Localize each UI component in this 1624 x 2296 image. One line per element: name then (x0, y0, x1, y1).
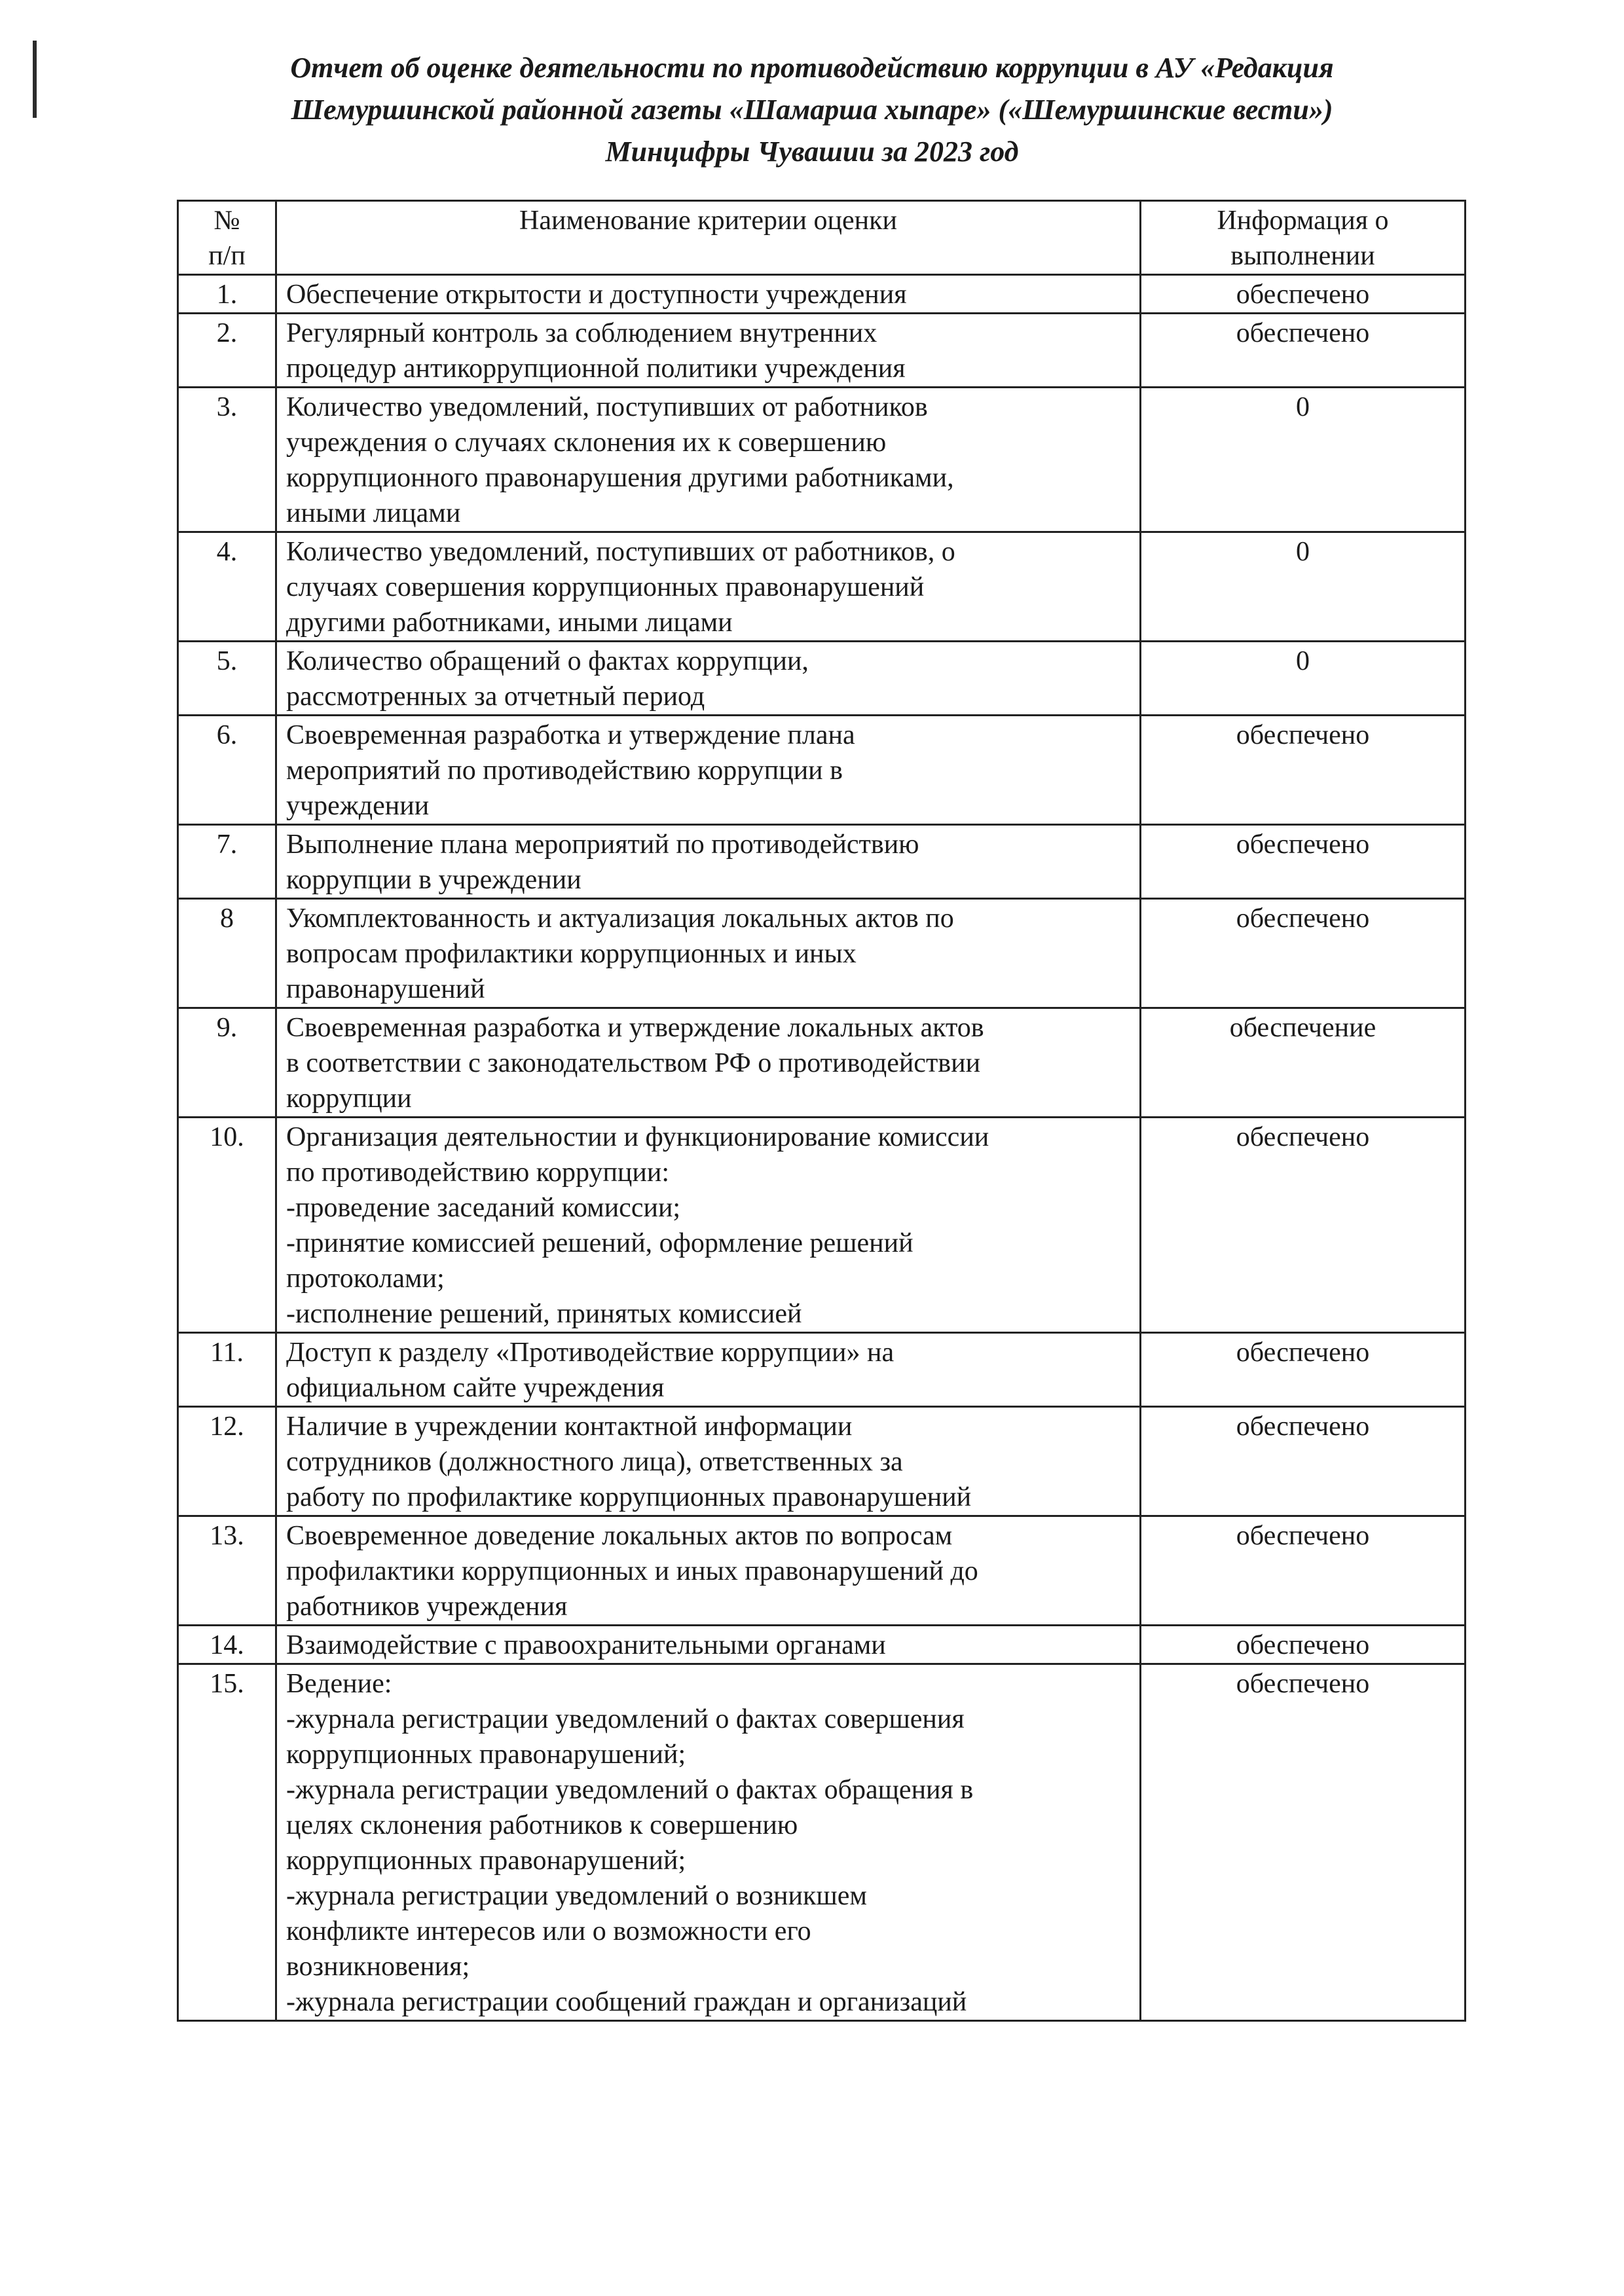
row-number: 3. (178, 388, 276, 532)
criteria-line: -журнала регистрации сообщений граждан и организаций (286, 1987, 967, 2017)
table-header-row (178, 201, 1466, 275)
execution-status: 0 (1141, 532, 1466, 642)
row-number: 7. (178, 825, 276, 899)
criteria-line: Своевременная разработка и утверждение локальных актов (286, 1013, 984, 1043)
criteria-line: вопросам профилактики коррупционных и иных (286, 939, 857, 969)
criteria-line: конфликте интересов или о возможности его (286, 1916, 811, 1946)
criteria-name (276, 275, 1141, 314)
row-number: 11. (178, 1333, 276, 1407)
criteria-line: Наличие в учреждении контактной информации (286, 1412, 853, 1442)
criteria-line: коррупции в учреждении (286, 865, 581, 895)
row-number: 15. (178, 1664, 276, 2021)
table-row (178, 642, 1466, 716)
criteria-table (177, 200, 1466, 2022)
execution-status: обеспечено (1141, 716, 1466, 825)
criteria-line: другими работниками, иными лицами (286, 608, 733, 638)
execution-status: обеспечено (1141, 1118, 1466, 1333)
criteria-name (276, 1118, 1141, 1333)
execution-status: обеспечено (1141, 1664, 1466, 2021)
row-number: 1. (178, 275, 276, 314)
criteria-line: по противодействию коррупции: (286, 1157, 670, 1188)
table-row (178, 716, 1466, 825)
criteria-line: иными лицами (286, 498, 461, 528)
row-number: 8 (178, 899, 276, 1008)
criteria-line: мероприятий по противодействию коррупции в (286, 756, 843, 786)
criteria-name (276, 388, 1141, 532)
criteria-line: Регулярный контроль за соблюдением внутренних (286, 318, 877, 348)
criteria-line: Ведение: (286, 1669, 392, 1699)
criteria-name (276, 1333, 1141, 1407)
criteria-line: профилактики коррупционных и иных правонарушений до (286, 1556, 978, 1586)
criteria-line: Организация деятельностии и функционирование комиссии (286, 1122, 989, 1152)
table-row (178, 314, 1466, 388)
criteria-name (276, 1407, 1141, 1516)
row-number: 4. (178, 532, 276, 642)
criteria-line: коррупционных правонарушений; (286, 1740, 686, 1770)
execution-status: обеспечение (1141, 1008, 1466, 1118)
table-row (178, 532, 1466, 642)
criteria-line: коррупционных правонарушений; (286, 1846, 686, 1876)
row-number: 10. (178, 1118, 276, 1333)
criteria-line: -журнала регистрации уведомлений о фактах обращения в (286, 1775, 974, 1805)
criteria-line: учреждении (286, 791, 430, 821)
table-row (178, 388, 1466, 532)
criteria-line: случаях совершения коррупционных правонарушений (286, 572, 925, 602)
row-number: 2. (178, 314, 276, 388)
criteria-name (276, 899, 1141, 1008)
criteria-name (276, 1626, 1141, 1664)
table-row (178, 1664, 1466, 2021)
execution-status: обеспечено (1141, 1516, 1466, 1626)
criteria-line: -проведение заседаний комиссии; (286, 1193, 681, 1223)
criteria-line: правонарушений (286, 974, 485, 1004)
criteria-line: рассмотренных за отчетный период (286, 682, 705, 712)
criteria-line: Количество уведомлений, поступивших от работников (286, 392, 928, 422)
criteria-name (276, 642, 1141, 716)
criteria-name (276, 716, 1141, 825)
criteria-name (276, 1008, 1141, 1118)
criteria-line: Доступ к разделу «Противодействие коррупции» на (286, 1338, 895, 1368)
row-number: 6. (178, 716, 276, 825)
criteria-line: Взаимодействие с правоохранительными органами (286, 1630, 886, 1660)
criteria-line: официальном сайте учреждения (286, 1373, 665, 1403)
execution-status: обеспечено (1141, 1333, 1466, 1407)
execution-status: обеспечено (1141, 899, 1466, 1008)
criteria-line: процедур антикоррупционной политики учреждения (286, 354, 906, 384)
scan-edge-mark (33, 41, 37, 118)
criteria-line: Количество уведомлений, поступивших от работников, о (286, 537, 955, 567)
row-number: 13. (178, 1516, 276, 1626)
header-criteria-name: Наименование критерии оценки (276, 201, 1141, 275)
table-row (178, 1407, 1466, 1516)
criteria-line: Укомплектованность и актуализация локальных актов по (286, 903, 954, 934)
title-line: Минцифры Чувашии за 2023 год (605, 136, 1019, 168)
header-execution-info: Информация о выполнении (1141, 201, 1466, 275)
criteria-line: работников учреждения (286, 1592, 568, 1622)
title-line: Шемуршинской районной газеты «Шамарша хыпаре» («Шемуршинские вести») (291, 94, 1333, 126)
criteria-line: в соответствии с законодательством РФ о противодействии (286, 1048, 981, 1078)
criteria-line: -журнала регистрации уведомлений о возникшем (286, 1881, 867, 1911)
table-row (178, 1118, 1466, 1333)
table-row (178, 1626, 1466, 1664)
execution-status: 0 (1141, 642, 1466, 716)
execution-status: обеспечено (1141, 275, 1466, 314)
table-row (178, 275, 1466, 314)
table-row (178, 1008, 1466, 1118)
criteria-line: учреждения о случаях склонения их к совершению (286, 428, 887, 458)
criteria-line: Обеспечение открытости и доступности учреждения (286, 280, 907, 310)
criteria-line: целях склонения работников к совершению (286, 1810, 798, 1840)
row-number: 14. (178, 1626, 276, 1664)
criteria-line: возникновения; (286, 1952, 470, 1982)
execution-status: 0 (1141, 388, 1466, 532)
execution-status: обеспечено (1141, 825, 1466, 899)
header-number: № п/п (178, 201, 276, 275)
criteria-name (276, 1664, 1141, 2021)
criteria-line: работу по профилактике коррупционных правонарушений (286, 1482, 972, 1512)
criteria-line: -исполнение решений, принятых комиссией (286, 1299, 802, 1329)
row-number: 9. (178, 1008, 276, 1118)
document-title (151, 47, 1473, 173)
execution-status: обеспечено (1141, 1626, 1466, 1664)
execution-status: обеспечено (1141, 314, 1466, 388)
table-row (178, 899, 1466, 1008)
criteria-line: -принятие комиссией решений, оформление решений (286, 1228, 913, 1258)
table-row (178, 1333, 1466, 1407)
criteria-line: сотрудников (должностного лица), ответственных за (286, 1447, 903, 1477)
criteria-line: Выполнение плана мероприятий по противодействию (286, 829, 919, 860)
criteria-line: протоколами; (286, 1264, 445, 1294)
criteria-name (276, 1516, 1141, 1626)
criteria-name (276, 532, 1141, 642)
criteria-line: Количество обращений о фактах коррупции, (286, 646, 809, 676)
row-number: 12. (178, 1407, 276, 1516)
table-body (178, 275, 1466, 2021)
title-line: Отчет об оценке деятельности по противодействию коррупции в АУ «Редакция (290, 52, 1334, 84)
criteria-line: коррупции (286, 1084, 412, 1114)
row-number: 5. (178, 642, 276, 716)
table-row (178, 825, 1466, 899)
criteria-line: коррупционного правонарушения другими работниками, (286, 463, 954, 493)
criteria-name (276, 825, 1141, 899)
table-row (178, 1516, 1466, 1626)
criteria-line: Своевременное доведение локальных актов по вопросам (286, 1521, 953, 1551)
criteria-line: Своевременная разработка и утверждение плана (286, 720, 855, 750)
criteria-line: -журнала регистрации уведомлений о фактах совершения (286, 1704, 965, 1734)
criteria-name (276, 314, 1141, 388)
execution-status: обеспечено (1141, 1407, 1466, 1516)
